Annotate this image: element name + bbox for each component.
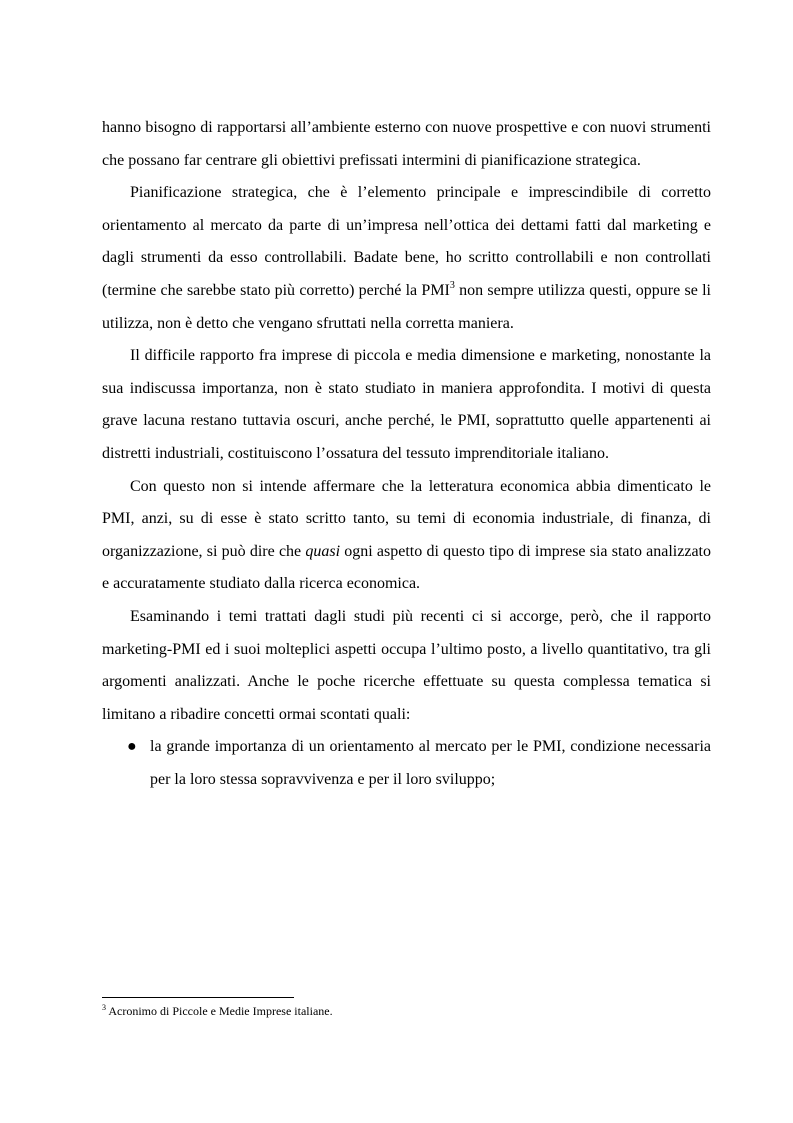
footnote xyxy=(102,1003,711,1019)
footnote-number: 3 xyxy=(102,1003,106,1012)
list-item xyxy=(102,731,711,796)
footnote-divider xyxy=(102,997,294,998)
paragraph-2-text-b: non sempre utilizza questi, oppure se li utilizza, non è detto che vengano sfruttati nella corretta maniera. xyxy=(102,281,711,332)
paragraph-5: Esaminando i temi trattati dagli studi più recenti ci si accorge, però, che il rapporto marketing-PMI ed i suoi molteplici aspetti occupa l’ultimo posto, a livello quantitativo, tra gli argomenti analizzati. Anche le poche ricerche effettuate su questa complessa tematica si limitano a ribadire concetti ormai scontati quali: xyxy=(102,607,711,723)
paragraph-2 xyxy=(102,177,711,340)
footnote-reference: 3 xyxy=(449,279,455,291)
paragraph-4 xyxy=(102,471,711,601)
footnote-text: Acronimo di Piccole e Medie Imprese italiane. xyxy=(106,1004,333,1018)
paragraph-4-text-b: ogni aspetto di questo tipo di imprese sia stato analizzato e accuratamente studiato dalla ricerca economica. xyxy=(102,542,711,593)
bullet-dot-icon: ● xyxy=(127,738,137,756)
paragraph-1: hanno bisogno di rapportarsi all’ambiente esterno con nuove prospettive e con nuovi strumenti che possano far centrare gli obiettivi prefissati intermini di pianificazione strategica. xyxy=(102,119,711,169)
document-body xyxy=(102,112,711,796)
bullet-list xyxy=(102,731,711,796)
emphasis-quasi: quasi xyxy=(305,542,341,560)
list-item-text: la grande importanza di un orientamento al mercato per le PMI, condizione necessaria per la loro stessa sopravvivenza e per il loro sviluppo; xyxy=(150,738,711,788)
paragraph-4-text-a: Con questo non si intende affermare che la letteratura economica abbia dimenticato le PMI, anzi, su di esse è stato scritto tanto, su temi di economia industriale, di finanza, di organizzazione, si può dire che xyxy=(102,477,711,560)
paragraph-3: Il difficile rapporto fra imprese di piccola e media dimensione e marketing, nonostante la sua indiscussa importanza, non è stato studiato in maniera approfondita. I motivi di questa grave lacuna restano tuttavia oscuri, anche perché, le PMI, soprattutto quelle appartenenti ai distretti industriali, costituiscono l’ossatura del tessuto imprenditoriale italiano. xyxy=(102,347,711,462)
paragraph-2-text-a: Pianificazione strategica, che è l’elemento principale e imprescindibile di corretto orientamento al mercato da parte di un’impresa nell’ottica dei dettami fatti dal marketing e dagli strumenti da esso controllabili. Badate bene, ho scritto controllabili e non controllati (termine che sarebbe stato più corretto) perché la PMI xyxy=(102,184,711,299)
